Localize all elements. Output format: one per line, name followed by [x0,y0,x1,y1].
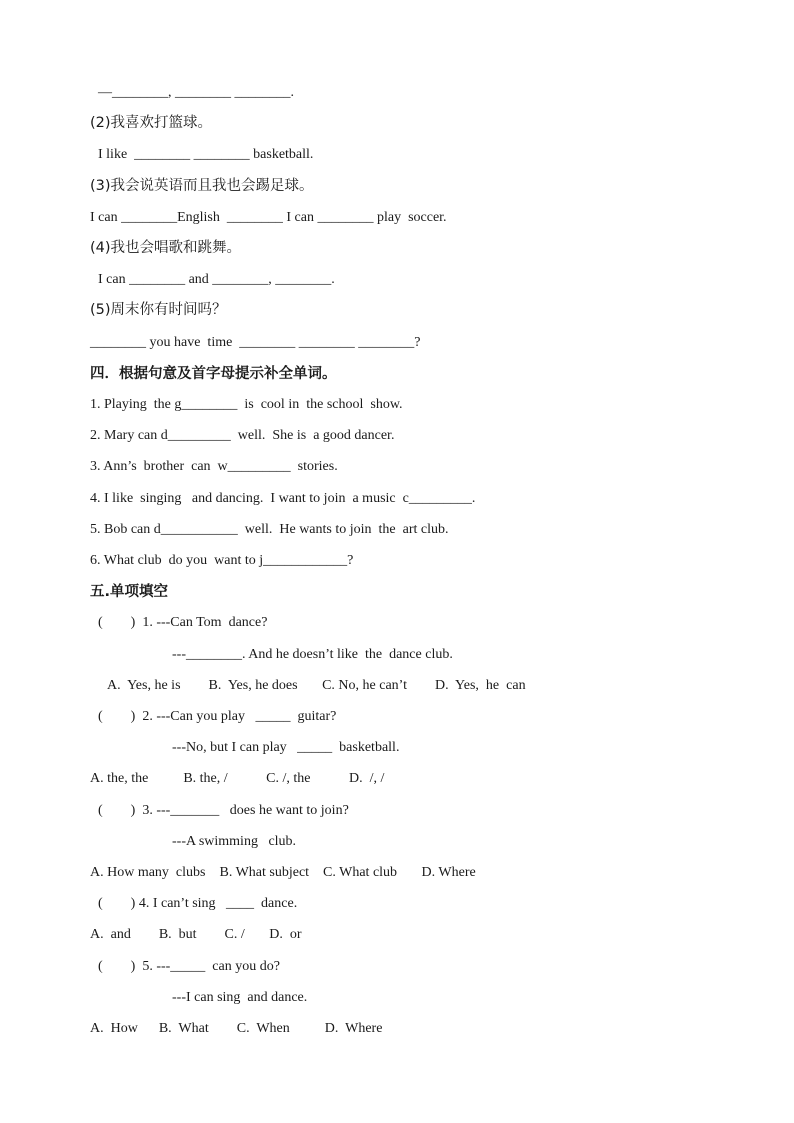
mc-question-5-answer: ---I can sing and dance. [172,990,308,1005]
question-5-english: ________ you have time ________ ________ ________? [90,335,421,350]
mc-question-1-answer: ---________. And he doesn’t like the dance club. [172,647,453,662]
question-4-chinese: (4)我也会唱歌和跳舞。 [90,240,242,256]
mc-question-1-stem: ( ) 1. ---Can Tom dance? [98,615,268,630]
answer-line-1: —________, ________ ________. [98,85,294,100]
mc-question-5-options: A. How B. What C. When D. Where [90,1021,383,1036]
mc-question-1-options: A. Yes, he is B. Yes, he does C. No, he can’t D. Yes, he can [107,678,526,693]
mc-question-2-answer: ---No, but I can play _____ basketball. [172,740,400,755]
question-2-chinese: (2)我喜欢打篮球。 [90,115,213,131]
section-4-item: 4. I like singing and dancing. I want to join a music c_________. [90,491,476,506]
section-4-item: 6. What club do you want to j____________? [90,553,354,568]
mc-question-2-options: A. the, the B. the, / C. /, the D. /, / [90,771,385,786]
mc-question-3-answer: ---A swimming club. [172,834,297,849]
section-5-heading: 五.单项填空 [90,584,169,600]
question-3-english: I can ________English ________ I can ________ play soccer. [90,210,447,225]
section-4-item: 1. Playing the g________ is cool in the school show. [90,397,403,412]
mc-question-4-options: A. and B. but C. / D. or [90,927,302,942]
section-4-item: 3. Ann’s brother can w_________ stories. [90,459,338,474]
mc-question-4-stem: ( ) 4. I can’t sing ____ dance. [98,896,298,911]
question-3-chinese: (3)我会说英语而且我也会踢足球。 [90,178,314,194]
section-4-item: 2. Mary can d_________ well. She is a good dancer. [90,428,395,443]
mc-question-2-stem: ( ) 2. ---Can you play _____ guitar? [98,709,337,724]
mc-question-3-stem: ( ) 3. ---_______ does he want to join? [98,803,349,818]
section-4-item: 5. Bob can d___________ well. He wants to join the art club. [90,522,449,537]
mc-question-5-stem: ( ) 5. ---_____ can you do? [98,959,280,974]
question-5-chinese: (5)周末你有时间吗？ [90,302,227,318]
section-4-heading: 四．根据句意及首字母提示补全单词。 [90,366,337,382]
question-2-english: I like ________ ________ basketball. [98,147,314,162]
question-4-english: I can ________ and ________, ________. [98,272,335,287]
mc-question-3-options: A. How many clubs B. What subject C. What club D. Where [90,865,476,880]
